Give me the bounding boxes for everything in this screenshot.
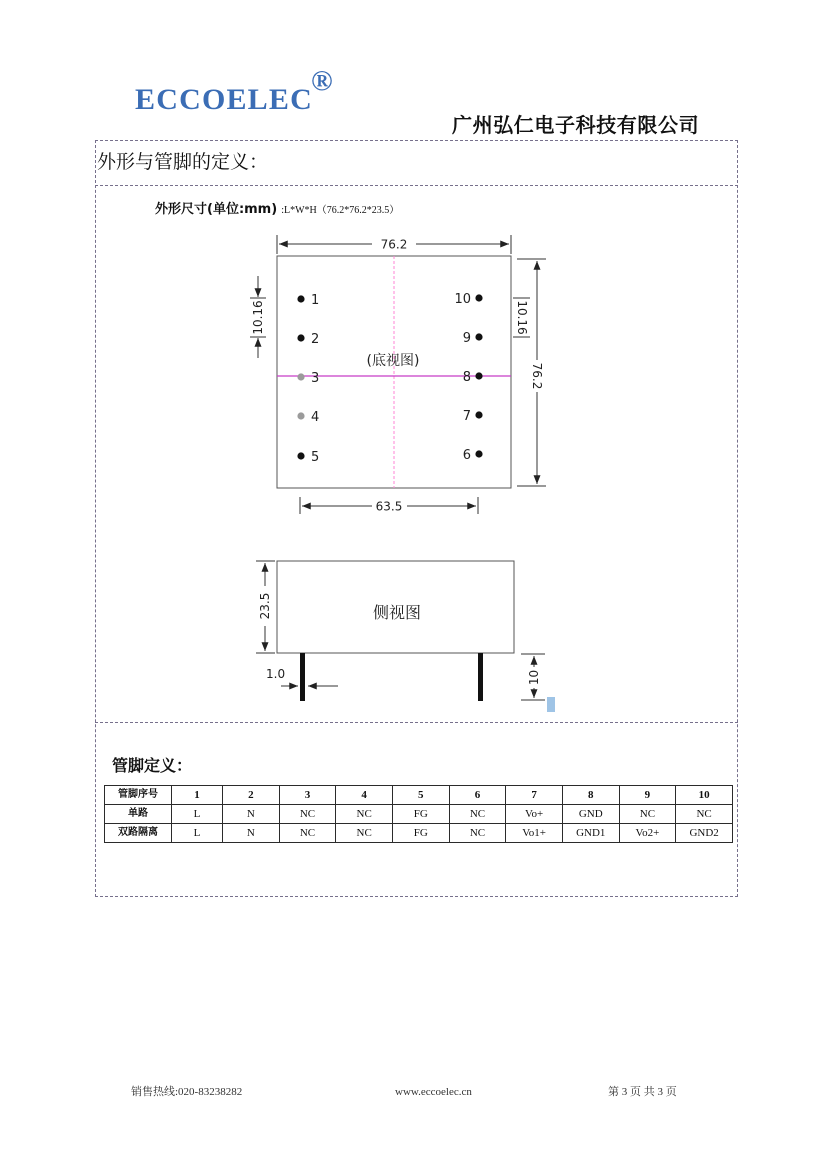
table-cell: NC: [279, 824, 336, 843]
dimension-caption: [155, 202, 399, 219]
row-spacing-label: 63.5: [375, 499, 403, 514]
pitch-right-label: 10.16: [515, 300, 529, 335]
table-cell: NC: [279, 805, 336, 824]
side-height-label: 23.5: [258, 592, 272, 620]
table-cell: NC: [336, 824, 393, 843]
pin-label: 10: [454, 292, 471, 307]
pin-label: 3: [311, 371, 320, 386]
table-cell: GND2: [676, 824, 733, 843]
content-frame: [95, 140, 738, 897]
company-logo: ECCOELEC: [135, 83, 313, 116]
table-header-cell: 管脚序号: [105, 786, 172, 805]
table-cell: NC: [619, 805, 676, 824]
table-header-cell: 4: [336, 786, 393, 805]
table-header-cell: 2: [223, 786, 280, 805]
pin-label: 4: [311, 410, 320, 425]
table-cell: FG: [392, 824, 449, 843]
table-header-cell: 5: [392, 786, 449, 805]
pitch-left-label: 10.16: [251, 300, 265, 335]
pin-label: 2: [311, 332, 320, 347]
company-name: 广州弘仁电子科技有限公司: [452, 113, 700, 137]
table-cell: NC: [336, 805, 393, 824]
table-header-cell: 10: [676, 786, 733, 805]
table-cell: Vo2+: [619, 824, 676, 843]
registered-mark-icon: ®: [311, 65, 333, 97]
pin-label: 7: [462, 409, 471, 424]
table-header-cell: 6: [449, 786, 506, 805]
section-divider: [95, 185, 738, 186]
footer-page-info: 第 3 页 共 3 页: [608, 1086, 677, 1098]
pin-label: 5: [311, 450, 320, 465]
table-cell: L: [172, 805, 223, 824]
table-header-cell: 3: [279, 786, 336, 805]
table-cell: GND: [562, 805, 619, 824]
table-cell: NC: [449, 824, 506, 843]
side-view-label: 侧视图: [372, 603, 422, 622]
table-cell: GND1: [562, 824, 619, 843]
table-header-cell: 7: [506, 786, 563, 805]
table-cell: FG: [392, 805, 449, 824]
pin-definition-table: [104, 785, 733, 843]
table-row: [105, 824, 733, 843]
table-cell: L: [172, 824, 223, 843]
footer-website: www.eccoelec.cn: [395, 1086, 472, 1098]
pin-label: 1: [311, 293, 320, 308]
table-row-label: 单路: [105, 805, 172, 824]
section-divider: [95, 722, 738, 723]
bottom-view-label: (底视图): [366, 353, 420, 369]
table-cell: N: [223, 805, 280, 824]
table-header-row: [105, 786, 733, 805]
section-title: 外形与管脚的定义：: [97, 151, 269, 173]
height-dimension-label: 76.2: [530, 362, 544, 390]
table-row-label: 双路隔离: [105, 824, 172, 843]
width-dimension-label: 76.2: [380, 237, 408, 252]
pin-width-label: 1.0: [266, 667, 286, 681]
table-row: [105, 805, 733, 824]
table-cell: Vo+: [506, 805, 563, 824]
pin-definition-title: 管脚定义：: [112, 756, 193, 775]
pin-label: 8: [462, 370, 471, 385]
table-cell: N: [223, 824, 280, 843]
table-header-cell: 9: [619, 786, 676, 805]
table-header-cell: 8: [562, 786, 619, 805]
dimension-caption-value: :L*W*H（76.2*76.2*23.5）: [281, 205, 400, 216]
table-cell: Vo1+: [506, 824, 563, 843]
pin-length-label: 10: [527, 669, 541, 686]
table-cell: NC: [449, 805, 506, 824]
footer-hotline: 销售热线:020-83238282: [131, 1086, 243, 1098]
table-cell: NC: [676, 805, 733, 824]
dimension-caption-label: 外形尺寸(单位:mm): [155, 202, 278, 217]
pin-label: 9: [462, 331, 471, 346]
pin-label: 6: [462, 448, 471, 463]
table-header-cell: 1: [172, 786, 223, 805]
